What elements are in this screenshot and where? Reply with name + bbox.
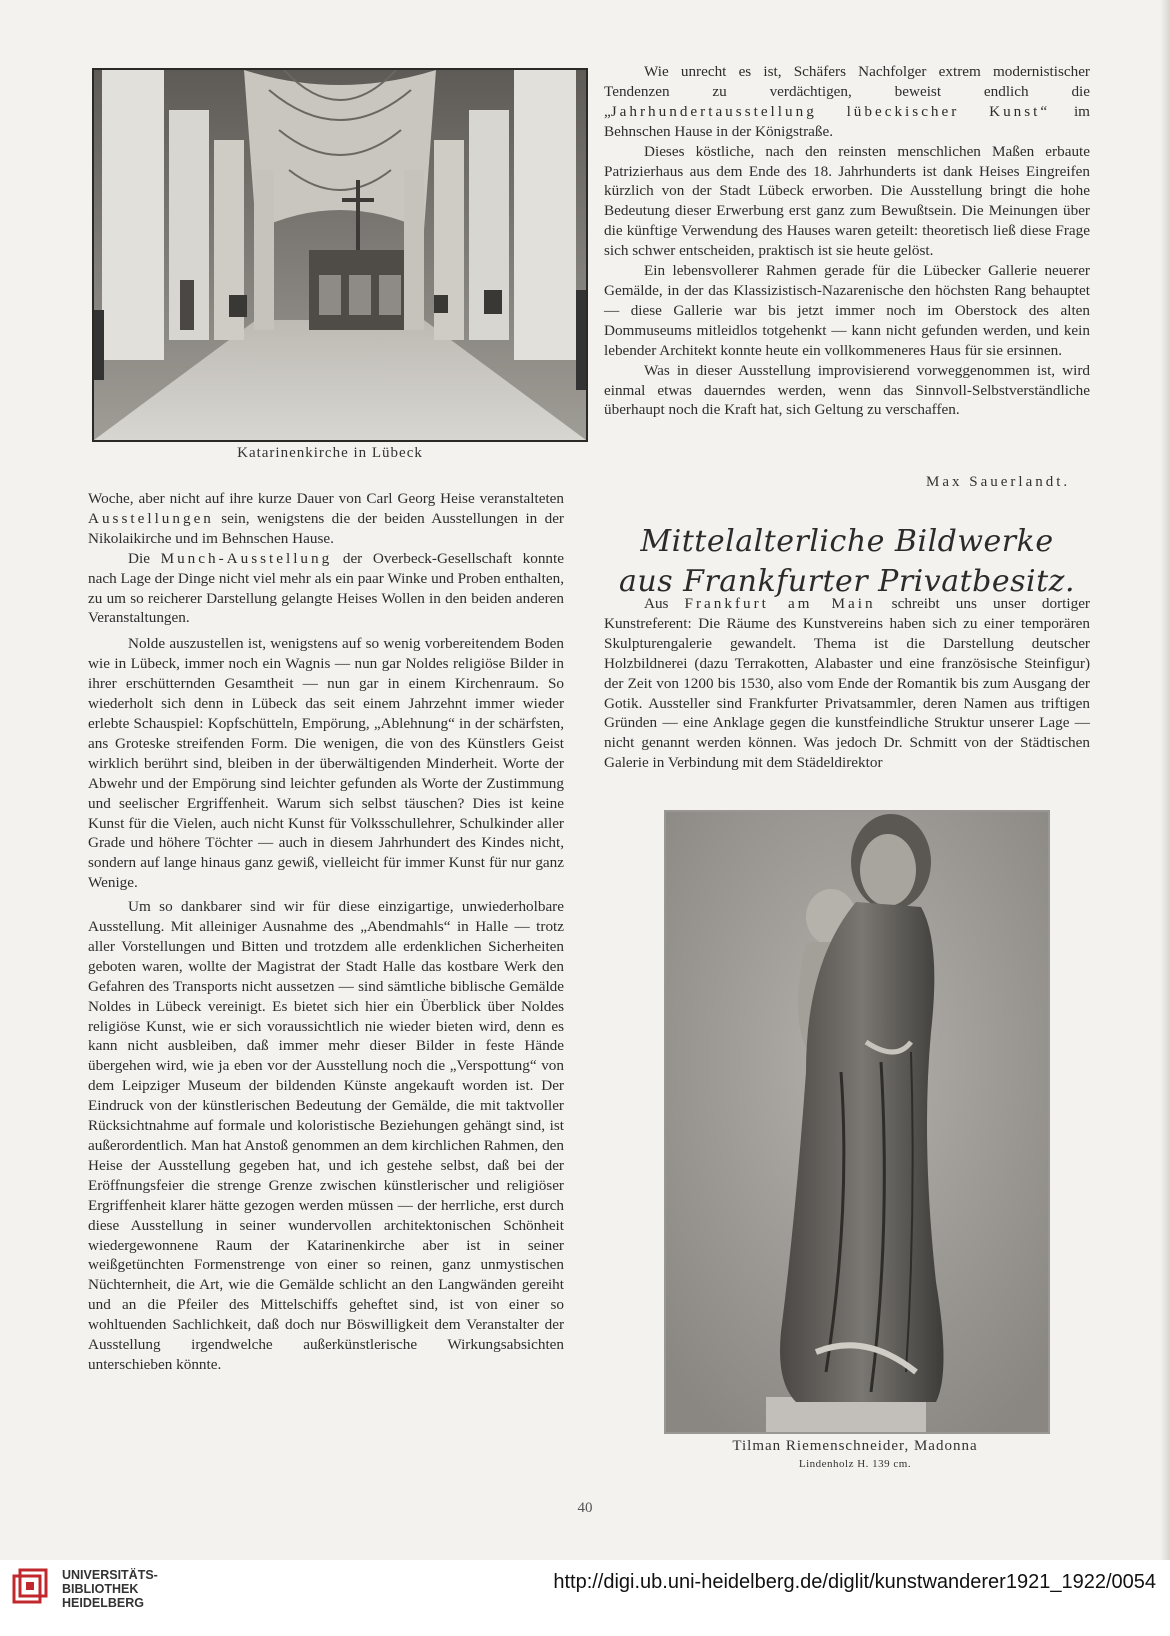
article2-paragraph-1: Aus Frankfurt am Main schreibt uns unser dortiger Kunstreferent: Die Räume des Kunstvereins haben sich zu einer temporären Skulpturengalerie gewandelt. Thema ist die Darstellung deutscher Holzbildnerei (dazu Terrakotten, Alabaster und eine französische Steinfigur) der Zeit von 1200 bis 1530, also vom Ende der Romantik bis zum Ausgang der Gotik. Aussteller sind Frankfurter Privatsammler, deren Namen aus triftigen Gründen — eine Anklage gegen die kunstfeindliche Struktur unserer Lage — nicht genannt werden können. Was jedoch Dr. Schmitt von der Städtischen Galerie in Verbindung mit dem Städeldirektor (604, 595, 1090, 772)
right-paragraph-3: Ein lebensvollerer Rahmen gerade für die Lübecker Gallerie neuerer Gemälde, in der das Klassizistisch-Nazarenische den höchsten Rang behauptet — diese Gallerie war bis jetzt immer noch im Oberstock des alten Dommuseums mitleidlos totgehenkt — kann nicht gefunden werden, und kein lebender Architekt konnte heute ein vollkommeneres Haus für sie ersinnen. (604, 262, 1090, 359)
logo-text-line-3: HEIDELBERG (62, 1596, 144, 1610)
university-library-logo-icon (10, 1566, 54, 1610)
right-paragraph-2: Dieses köstliche, nach den reinsten menschlichen Maßen erbaute Patrizierhaus aus dem Ende des 18. Jahrhunderts ist dank Heises Eingreifen kürzlich von der Stadt Lübeck erworben. Die Ausstellung bringt die hohe Bedeutung dieser Erwerbung erst ganz zum Bewußtsein. Die Meinungen über die künftige Verwendung des Hauses waren geteilt: theoretisch ließ diese Frage sich schwer entscheiden, praktisch ist sie heute gelöst. (604, 142, 1090, 260)
right-paragraph-1: Wie unrecht es ist, Schäfers Nachfolger extrem modernistischer Tendenzen zu verdächtigen, beweist endlich die „Jahrhundertausstellung lübeckischer Kunst“ im Behnschen Hause in der Königstraße. (604, 63, 1090, 140)
right-paragraph-4: Was in dieser Ausstellung improvisierend vorweggenommen ist, wird einmal etwas dauerndes werden, wenn das Sinnvoll-Selbstverständliche überhaupt noch die Kraft hat, sich Geltung zu verschaffen. (604, 361, 1090, 419)
logo-text-line-1: UNIVERSITÄTS- (62, 1568, 158, 1582)
left-column-text (88, 489, 564, 1375)
library-logo-text (62, 1568, 158, 1610)
page-edge-shadow (1160, 0, 1170, 1560)
madonna-caption: Tilman Riemenschneider, Madonna (732, 1438, 978, 1454)
left-paragraph-4: Um so dankbarer sind wir für diese einzigartige, unwiederholbare Ausstellung. Mit alleiniger Ausnahme des „Abendmahls“ in Halle — trotz aller Vorstellungen und Bitten und trotzdem alle erdenklichen Sicherheiten geboten waren, wollte der Magistrat der Stadt Halle das kostbare Werk den Gefahren des Transports nicht aussetzen — sind sämtliche biblische Gemälde Noldes in Lübeck vereinigt. Es bietet sich hier ein Überblick über Noldes religiöse Kunst, wie er sich voraussichtlich nie wieder bieten wird, denn es kann nicht ausbleiben, daß immer mehr dieser Bilder in feste Hände übergehen wird, wie ja eben vor der Ausstellung noch die „Verspottung“ von dem Leipziger Museum der bildenden Künste angekauft worden ist. Der Eindruck von der künstlerischen Bedeutung der Gemälde, die mit taktvoller Rücksichtnahme auf formale und koloristische Beziehungen gehängt sind, ist außerordentlich. Man hat Anstoß genommen an dem kirchlichen Rahmen, den Heise der Ausstellung gegeben hat, und ich gestehe selbst, daß bei der Eröffnungsfeier die strenge Grenze zwischen künstlerischer und religiöser Ergriffenheit klarer hätte gezogen werden müssen — der herrliche, erst durch diese Ausstellung in seiner wundervollen architektonischen Schönheit wiedergewonnene Raum der Katarinenkirche aber ist in seiner weißgetünchten Formenstrenge von einer so reinen, ganz unmystischen Nüchternheit, die Art, wie die Gemälde schlicht an den Langwänden gereiht und an die Pfeiler des Mittelschiffs geheftet sind, ist von einer so wohltuenden Sachlichkeit, daß doch nur Böswilligkeit dem Veranstalter der Ausstellung irgendwelche außerkünstlerische Wirkungsabsichten unterschieben könnte. (88, 898, 564, 1373)
article-heading (604, 522, 1090, 602)
left-paragraph-2: Die Munch-Ausstellung der Overbeck-Gesellschaft konnte nach Lage der Dinge nicht viel mehr als ein paar Winke und Proben enthalten, zu um so reicherer Darstellung gelangte Heises Wollen in den beiden anderen Veranstaltungen. (88, 549, 564, 627)
madonna-sculpture-photo (664, 810, 1050, 1434)
page-number: 40 (577, 1500, 593, 1516)
article-heading-line-1: Mittelalterliche Bildwerke (640, 524, 1054, 559)
left-paragraph-1: Woche, aber nicht auf ihre kurze Dauer von Carl Georg Heise veranstalteten Ausstellungen sein, wenigstens die der beiden Ausstellungen in der Nikolaikirche und im Behnschen Hause. (88, 490, 564, 547)
left-paragraph-3: Nolde auszustellen ist, wenigstens auf so wenig vorbereitendem Boden wie in Lübeck, immer noch ein Wagnis — nun gar Noldes religiöse Bilder in ihrer erschütternden Gesamtheit — nun gar in einem Kirchenraum. So wiederholt sich denn in Lübeck das seit einem Jahrzehnt immer wieder erlebte Schauspiel: Kopfschütteln, Empörung, „Ablehnung“ in der schärfsten, ans Groteske streifenden Form. Die wenigen, die von des Künstlers Geist wirklich berührt sind, bleiben in der überwältigenden Minderheit. Worte der Abwehr und der Empörung sind leichter gefunden als Worte der Zustimmung und seelischer Ergriffenheit. Warum sich selbst täuschen? Dies ist keine Kunst für die Vielen, auch nicht Kunst für Volksschullehrer, Schulkinder aller Grade und höhere Töchter — auch in diesem Jahrhundert des Kindes nicht, sondern auf lange hinaus ganz gewiß, vielleicht für immer Kunst für nur ganz Wenige. (88, 635, 564, 892)
author-signature: Max Sauerlandt. (926, 474, 1071, 490)
church-photo-caption: Katarinenkirche in Lübeck (237, 445, 423, 461)
article2-text (604, 594, 1090, 773)
article-heading-line-2: aus Frankfurter Privatbesitz. (619, 564, 1075, 599)
church-interior-photo (92, 68, 588, 442)
logo-text-line-2: BIBLIOTHEK (62, 1582, 139, 1596)
madonna-subcaption: Lindenholz H. 139 cm. (798, 1458, 912, 1470)
right-column-text (604, 62, 1090, 420)
source-url-link[interactable]: http://digi.ub.uni-heidelberg.de/diglit/kunstwanderer1921_1922/0054 (553, 1571, 1156, 1593)
